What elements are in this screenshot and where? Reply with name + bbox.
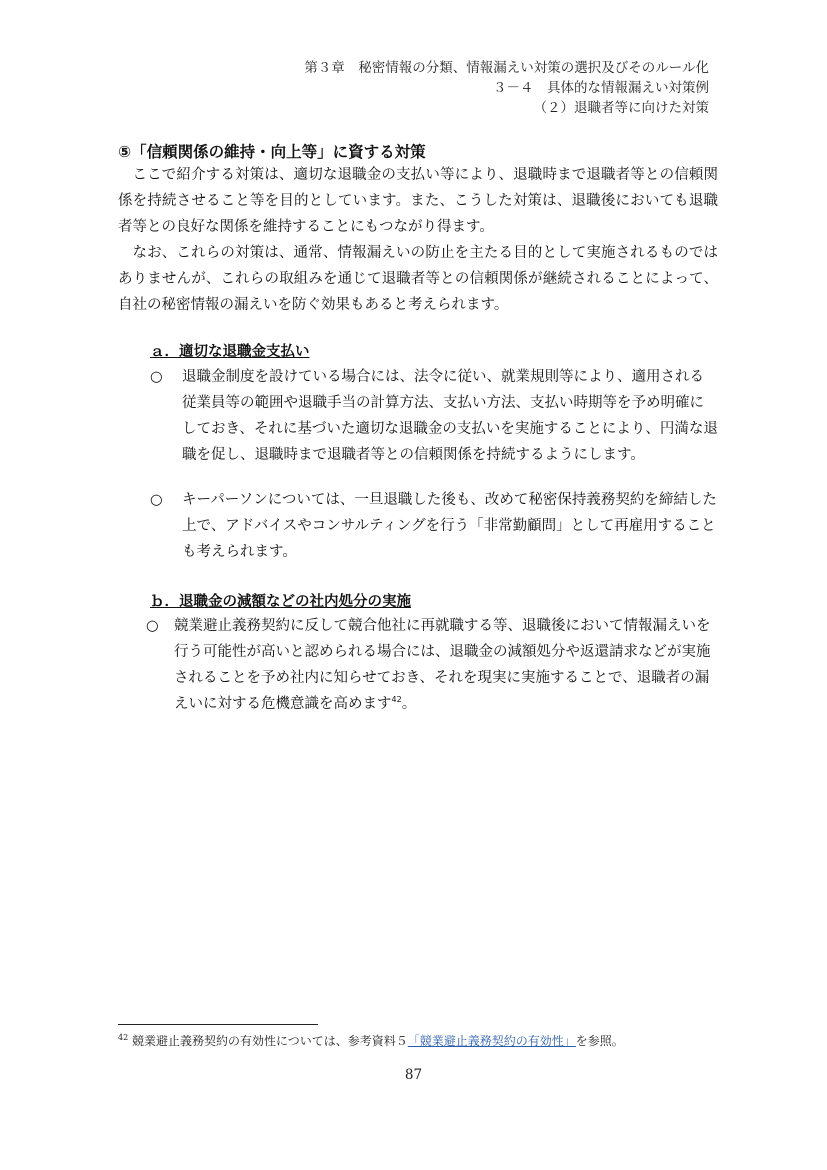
section-title: ⑤「信頼関係の維持・向上等」に資する対策	[118, 143, 426, 161]
list-item-tail: 。	[401, 696, 417, 712]
list-item-body: 競業避止義務契約に反して競合他社に再就職する等、退職後において情報漏えいを行う可能性が高いと認められる場合には、退職金の減額処分や返還請求などが実施されることを予め社内に知らせておき、それを現実に実施することで、退職者の漏えいに対する危機意識を高めます	[174, 618, 711, 712]
footnote-link[interactable]: 「競業避止義務契約の有効性」	[407, 1034, 576, 1048]
page-header	[304, 58, 709, 118]
list-item	[146, 613, 720, 717]
intro-paragraph-1: ここで紹介する対策は、適切な退職金の支払い等により、退職時まで退職者等との信頼関係を持続させること等を目的としています。また、こうした対策は、退職後においても退職者等との良好な関係を維持することにもつながり得ます。	[118, 167, 718, 235]
circle-bullet-icon: ○	[146, 618, 159, 634]
page-number: 87	[404, 1067, 423, 1083]
list-item	[150, 487, 718, 565]
list-item-text: 退職金制度を設けている場合には、法令に従い、就業規則等により、適用される従業員等の範囲や退職手当の計算方法、支払い方法、支払い時期等を予め明確にしておき、それに基づいた適切な退職金の支払いを実施することにより、円満な退職を促し、退職時まで退職者等との信頼関係を持続するようにします。	[182, 369, 718, 463]
circle-bullet-icon: ○	[150, 492, 163, 508]
list-item-text: キーパーソンについては、一旦退職した後も、改めて秘密保持義務契約を締結した上で、アドバイスやコンサルティングを行う「非常勤顧問」として再雇用することも考えられます。	[182, 492, 717, 560]
header-subsection: （２）退職者等に向けた対策	[533, 100, 709, 116]
intro-paragraph-2: なお、これらの対策は、通常、情報漏えいの防止を主たる目的として実施されるものではありませんが、これらの取組みを通じて退職者等との信頼関係が継続されることによって、自社の秘密情報の漏えいを防ぐ効果もあると考えられます。	[118, 245, 718, 313]
footnote-text-end: を参照。	[575, 1034, 624, 1048]
list-item	[150, 364, 718, 468]
subsection-b-title: ｂ．退職金の減額などの社内処分の実施	[150, 594, 411, 610]
footnote-divider	[118, 1024, 318, 1025]
footnote	[118, 1032, 624, 1050]
footnote-reference[interactable]: 42	[391, 695, 402, 705]
section-intro	[118, 162, 718, 318]
header-section: ３－４ 具体的な情報漏えい対策例	[493, 80, 709, 96]
list-item-text	[174, 613, 720, 717]
footnote-number: 42	[118, 1033, 129, 1042]
subsection-a-title: ａ．適切な退職金支払い	[150, 344, 310, 360]
header-chapter: 第３章 秘密情報の分類、情報漏えい対策の選択及びそのルール化	[304, 60, 709, 76]
circle-bullet-icon: ○	[150, 369, 163, 385]
footnote-text: 競業避止義務契約の有効性については、参考資料５	[132, 1034, 408, 1048]
